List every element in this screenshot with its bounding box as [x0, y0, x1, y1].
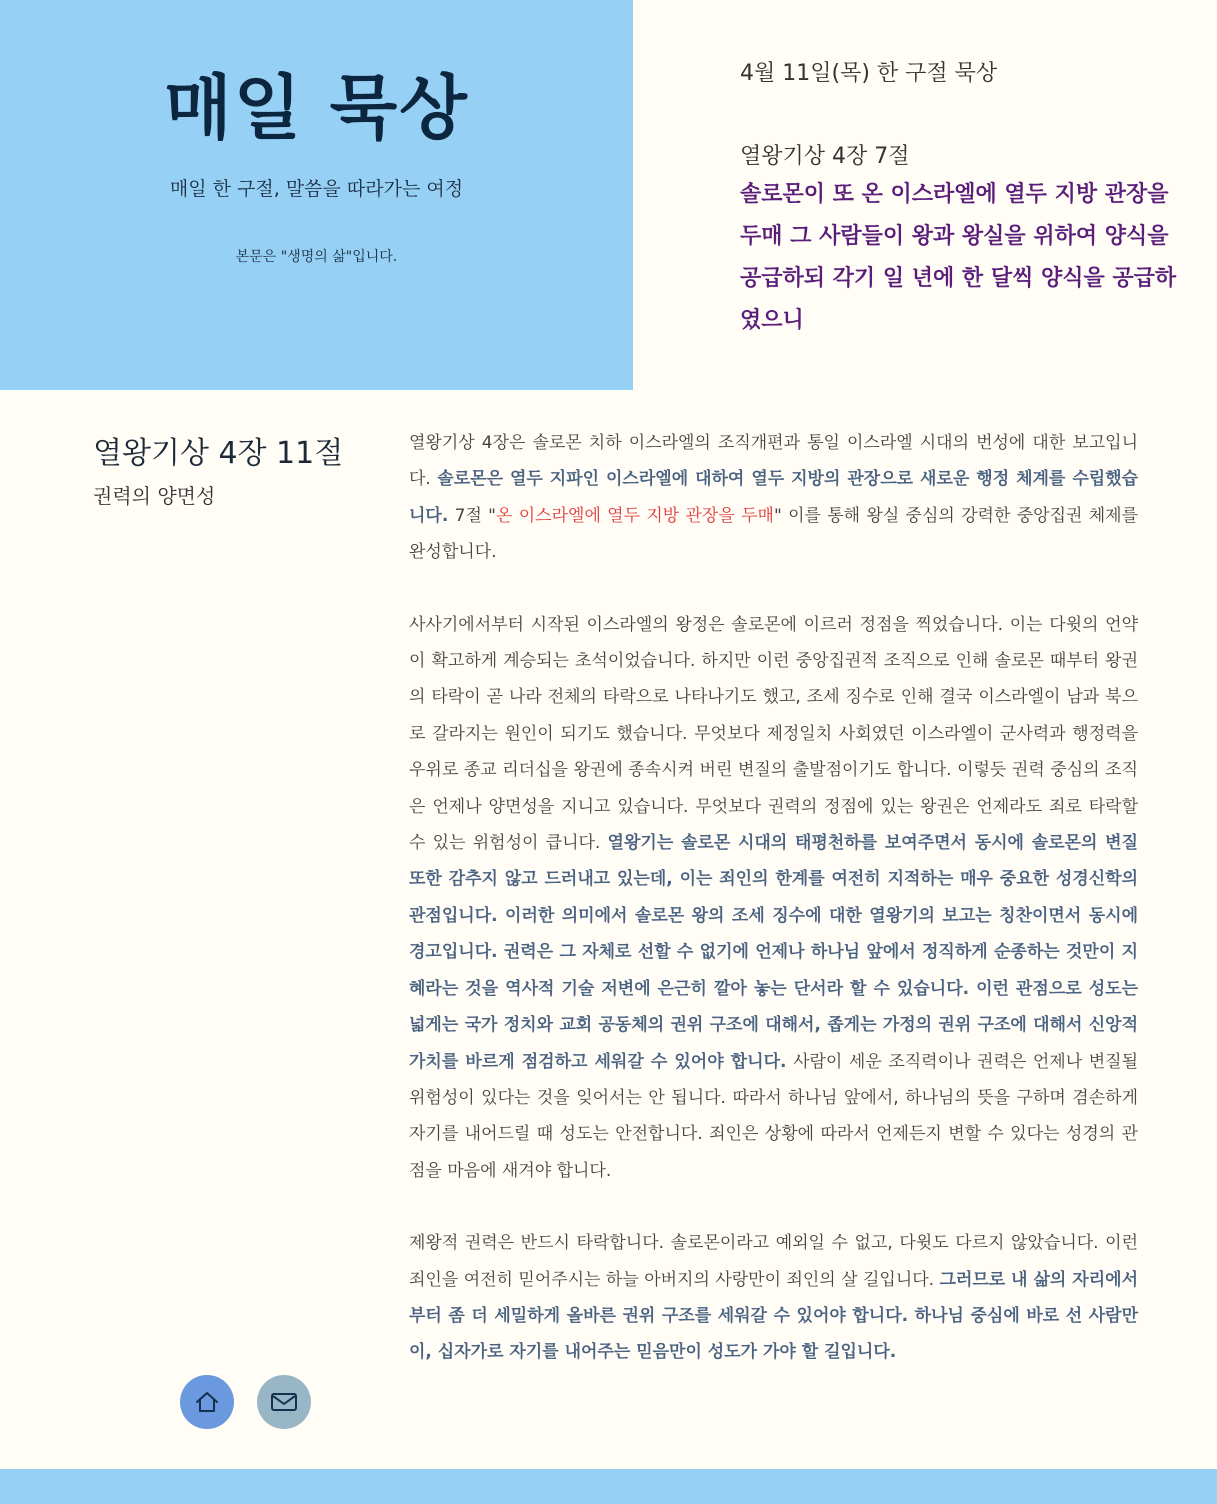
- paragraph-text: " 이를 통해 왕실 중심의 강력한 중앙집권 체제를 완성합니다.: [409, 505, 1138, 563]
- site-title: 매일 묵상: [164, 67, 469, 149]
- hero-banner: [0, 0, 633, 390]
- mail-button[interactable]: [257, 1375, 311, 1429]
- emphasized-text: 그러므로 내 삶의 자리에서부터 좀 더 세밀하게 올바른 권위 구조를 세워갈 수 있어야 합니다. 하나님 중심에 바로 선 사람만이, 십자가로 자기를 내어주는 믿음만이 성도가 가야 할 길입니다.: [409, 1269, 1138, 1363]
- quoted-verse: 온 이스라엘에 열두 지방 관장을 두매: [496, 505, 774, 526]
- source-note: 본문은 "생명의 삶"입니다.: [235, 249, 398, 265]
- article-paragraph: [409, 425, 1138, 571]
- verse-date: 4월 11일(목) 한 구절 묵상: [740, 61, 998, 86]
- paragraph-text: 사람이 세운 조직력이나 권력은 언제나 변질될 위험성이 있다는 것을 잊어서는 안 됩니다. 따라서 하나님 앞에서, 하나님의 뜻을 구하며 겸손하게 자기를 내어드릴 때 성도는 안전합니다. 죄인은 상황에 따라서 언제든지 변할 수 있다는 성경의 관점을 마음에 새겨야 합니다.: [409, 1051, 1138, 1181]
- article-body: [409, 425, 1138, 1407]
- verse-reference: 열왕기상 4장 7절: [740, 144, 910, 169]
- footer-bar: [0, 1469, 1217, 1504]
- paragraph-text: 7절 ": [448, 505, 497, 526]
- paragraph-text: 사사기에서부터 시작된 이스라엘의 왕정은 솔로몬에 이르러 정점을 찍었습니다. 이는 다윗의 언약이 확고하게 계승되는 초석이었습니다. 하지만 이런 중앙집권적 조직으로 인해 솔로몬 때부터 왕권의 타락이 곧 나라 전체의 타락으로 나타나기도 했고, 조세 징수로 인해 결국 이스라엘이 남과 북으로 갈라지는 원인이 되기도 했습니다. 무엇보다 제정일치 사회였던 이스라엘이 군사력과 행정력을 우위로 종교 리더십을 왕권에 종속시켜 버린 변질의 출발점이기도 합니다. 이렇듯 권력 중심의 조직은 언제나 양면성을 지니고 있습니다. 무엇보다 권력의 정점에 있는 왕권은 언제라도 죄로 타락할 수 있는 위험성이 큽니다.: [409, 614, 1138, 854]
- article-title: 열왕기상 4장 11절: [93, 436, 344, 471]
- article-paragraph: [409, 607, 1138, 1190]
- emphasized-text: 열왕기는 솔로몬 시대의 태평천하를 보여주면서 동시에 솔로몬의 변질 또한 감추지 않고 드러내고 있는데, 이는 죄인의 한계를 여전히 지적하는 매우 중요한 성경신학의 관점입니다. 이러한 의미에서 솔로몬 왕의 조세 징수에 대한 열왕기의 보고는 칭찬이면서 동시에 경고입니다. 권력은 그 자체로 선할 수 없기에 언제나 하나님 앞에서 정직하게 순종하는 것만이 지혜라는 것을 역사적 기술 저변에 은근히 깔아 놓는 단서라 할 수 있습니다. 이런 관점으로 성도는 넓게는 국가 정치와 교회 공동체의 권위 구조에 대해서, 좁게는 가정의 권위 구조에 대해서 신앙적 가치를 바르게 점검하고 세워갈 수 있어야 합니다.: [409, 833, 1138, 1072]
- mail-icon: [269, 1387, 299, 1417]
- emphasized-text: 솔로몬은 열두 지파인 이스라엘에 대하여 열두 지방의 관장으로 새로운 행정 체계를 수립했습니다.: [409, 469, 1139, 526]
- home-button[interactable]: [180, 1375, 234, 1429]
- verse-text: 솔로몬이 또 온 이스라엘에 열두 지방 관장을 두매 그 사람들이 왕과 왕실을 위하여 양식을 공급하되 각기 일 년에 한 달씩 양식을 공급하였으니: [740, 182, 1177, 333]
- home-icon: [193, 1388, 221, 1416]
- article-paragraph: [409, 1225, 1138, 1371]
- paragraph-text: 열왕기상 4장은 솔로몬 치하 이스라엘의 조직개편과 통일 이스라엘 시대의 번성에 대한 보고입니다.: [409, 433, 1138, 490]
- site-subtitle: 매일 한 구절, 말씀을 따라가는 여정: [169, 178, 464, 200]
- paragraph-text: 제왕적 권력은 반드시 타락합니다. 솔로몬이라고 예외일 수 없고, 다윗도 다르지 않았습니다. 이런 죄인을 여전히 믿어주시는 하늘 아버지의 사랑만이 죄인의 살 길입니다.: [409, 1233, 1138, 1290]
- daily-verse-panel: [740, 56, 1190, 342]
- article-subtitle: 권력의 양면성: [93, 484, 216, 508]
